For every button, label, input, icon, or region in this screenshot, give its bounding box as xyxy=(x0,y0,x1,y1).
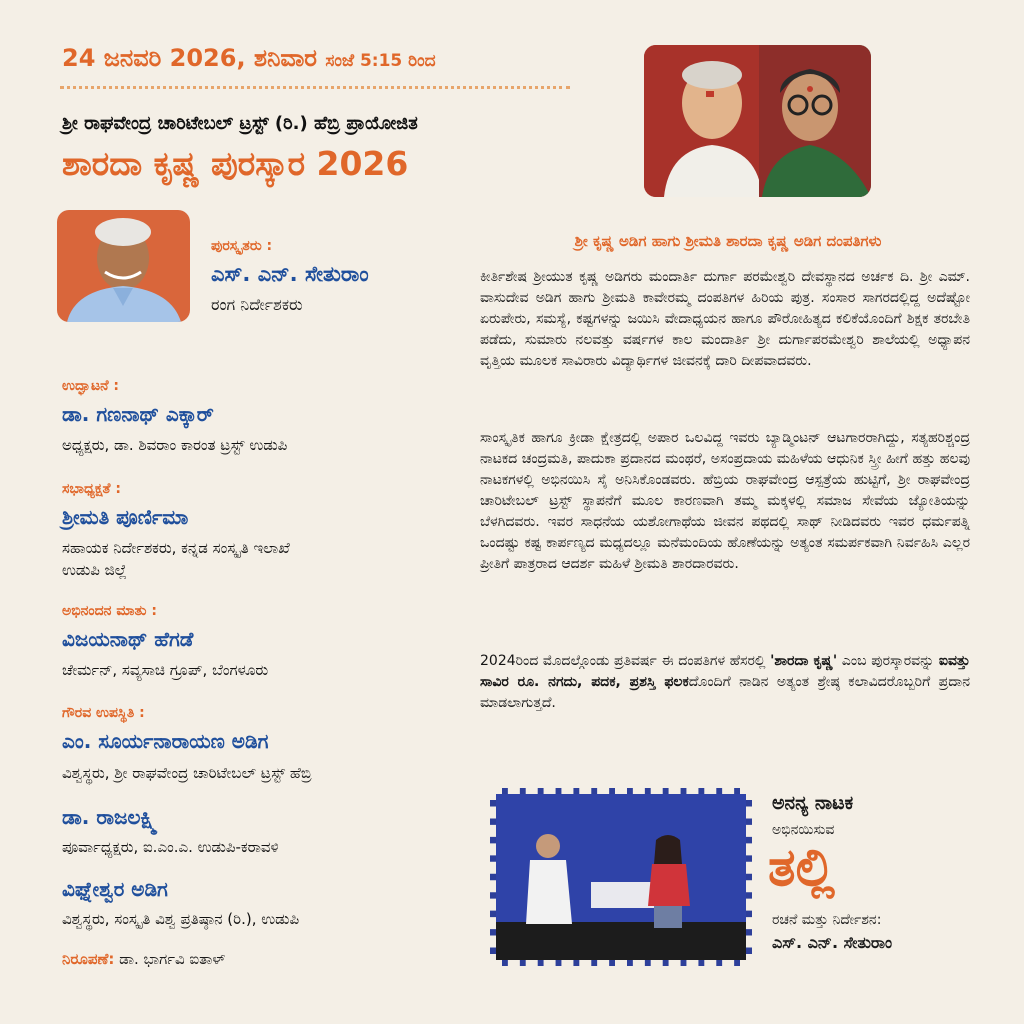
inauguration-name: ಡಾ. ಗಣನಾಥ್ ಎಕ್ಕಾರ್ xyxy=(62,402,214,426)
inauguration-desc: ಅಧ್ಯಕ್ಷರು, ಡಾ. ಶಿವರಾಂ ಕಾರಂತ ಟ್ರಸ್ಟ್ ಉಡುಪಿ xyxy=(62,436,288,454)
event-date xyxy=(62,44,436,72)
event-time-text: ಸಂಜೆ 5:15 ರಿಂದ xyxy=(325,51,436,71)
award-title: ಶಾರದಾ ಕೃಷ್ಣ ಪುರಸ್ಕಾರ 2026 xyxy=(62,144,409,183)
narration xyxy=(62,950,225,968)
play-acting-label: ಅಭಿನಯಿಸುವ xyxy=(772,822,835,838)
presidency-desc-line2: ಉಡುಪಿ ಜಿಲ್ಲೆ xyxy=(62,561,127,579)
narration-label: ನಿರೂಪಣೆ: xyxy=(62,950,115,968)
awardee-role: ರಂಗ ನಿರ್ದೇಶಕರು xyxy=(211,295,303,314)
play-kicker: ಅನನ್ಯ ನಾಟಕ xyxy=(772,792,854,814)
couple-heading: ಶ್ರೀ ಕೃಷ್ಣ ಅಡಿಗ ಹಾಗು ಶ್ರೀಮತಿ ಶಾರದಾ ಕೃಷ್ಣ ಅಡಿಗ ದಂಪತಿಗಳು xyxy=(574,232,882,250)
guest-of-honour-name-3: ವಿಘ್ನೇಶ್ವರ ಅಡಿಗ xyxy=(62,877,168,901)
felicitation-label: ಅಭಿನಂದನ ಮಾತು : xyxy=(62,603,157,619)
para3-part-a: 2024ರಿಂದ ಮೊದಲ್ಗೊಂಡು ಪ್ರತಿವರ್ಷ ಈ ದಂಪತಿಗಳ ಹೆಸರಲ್ಲಿ xyxy=(480,653,771,669)
article-paragraph-1: ಕೀರ್ತಿಶೇಷ ಶ್ರೀಯುತ ಕೃಷ್ಣ ಅಡಿಗರು ಮಂದಾರ್ತಿ ದುರ್ಗಾ ಪರಮೇಶ್ವರಿ ದೇವಸ್ಥಾನದ ಅರ್ಚಕ ದಿ. ಶ್ರೀ ಎಮ್. ವಾಸುದೇವ ಅಡಿಗ ಹಾಗು ಶ್ರೀಮತಿ ಕಾವೇರಮ್ಮ ದಂಪತಿಗಳ ಹಿರಿಯ ಪುತ್ರ. ಸಂಸಾರ ಸಾಗರದಲ್ಲಿದ್ದ ಅದೆಷ್ಟೋ ಏರುಪೇರು, ಸಮಸ್ಯೆ, ಕಷ್ಟಗಳನ್ನು ಜಯಿಸಿ ವೇದಾಧ್ಯಯನ ಹಾಗೂ ಪೌರೋಹಿತ್ಯದ ಕಲಿಕೆಯೊಂದಿಗೆ ಶಿಕ್ಷಕ ತರಬೇತಿ ಪಡೆದು, ಸುಮಾರು ನಲವತ್ತು ವರ್ಷಗಳ ಕಾಲ ಮಂದಾರ್ತಿ ಶ್ರೀ ದುರ್ಗಾಪರಮೇಶ್ವರಿ ಶಾಲೆಯಲ್ಲಿ ಅಧ್ಯಾಪನ ವೃತ್ತಿಯ ಮೂಲಕ ಸಾವಿರಾರು ವಿದ್ಯಾರ್ಥಿಗಳ ಜೀವನಕ್ಕೆ ದಾರಿ ದೀಪವಾದವರು. xyxy=(480,269,970,369)
felicitation-name: ವಿಜಯನಾಥ್ ಹೆಗಡೆ xyxy=(62,627,194,651)
guest-of-honour-desc-2: ಪೂರ್ವಾಧ್ಯಕ್ಷರು, ಐ.ಎಂ.ಎ. ಉಡುಪಿ-ಕರಾವಳಿ xyxy=(62,838,279,856)
play-credit-label: ರಚನೆ ಮತ್ತು ನಿರ್ದೇಶನ: xyxy=(772,912,882,928)
founders-portrait-icon xyxy=(644,45,871,197)
guest-of-honour-desc-1: ವಿಶ್ವಸ್ಥರು, ಶ್ರೀ ರಾಘವೇಂದ್ರ ಚಾರಿಟೇಬಲ್ ಟ್ರಸ್ಟ್ ಹೆಬ್ರಿ xyxy=(62,764,312,782)
founders-photo xyxy=(644,45,871,197)
inauguration-label: ಉದ್ಘಾಟನೆ : xyxy=(62,378,119,394)
sponsor-line: ಶ್ರೀ ರಾಘವೇಂದ್ರ ಚಾರಿಟೇಬಲ್ ಟ್ರಸ್ಟ್ (ರಿ.) ಹೆಬ್ರಿ ಪ್ರಾಯೋಜಿತ xyxy=(62,113,418,134)
article-paragraph-2: ಸಾಂಸ್ಕೃತಿಕ ಹಾಗೂ ಕ್ರೀಡಾ ಕ್ಷೇತ್ರದಲ್ಲಿ ಅಪಾರ ಒಲವಿದ್ದ ಇವರು ಬ್ಯಾಡ್ಮಿಂಟನ್ ಆಟಗಾರರಾಗಿದ್ದು, ಸತ್ಯಹರಿಶ್ಚಂದ್ರ ನಾಟಕದ ಚಂದ್ರಮತಿ, ಪಾದುಕಾ ಪ್ರದಾನದ ಮಂಥರೆ, ಅಸಂಪ್ರದಾಯ ಮಹಿಳೆಯ ಆಧುನಿಕ ಸ್ತ್ರೀ ಹೀಗೆ ಹತ್ತು ಹಲವು ನಾಟಕಗಳಲ್ಲಿ ಅಭಿನಯಿಸಿ ಸೈ ಅನಿಸಿಕೊಂಡವರು. ಹೆಬ್ರಿಯ ರಾಘವೇಂದ್ರ ಆಸ್ಪತ್ರೆಯ ಹುಟ್ಟಿಗೆ, ಶ್ರೀ ರಾಘವೇಂದ್ರ ಚಾರಿಟೇಬಲ್ ಟ್ರಸ್ಟ್ ಸ್ಥಾಪನೆಗೆ ಮೂಲ ಕಾರಣವಾಗಿ ತಮ್ಮ ಮಕ್ಕಳಲ್ಲಿ ಸಮಾಜ ಸೇವೆಯ ಜ್ಯೋತಿಯನ್ನು ಬೆಳಗಿದವರು. ಇವರ ಸಾಧನೆಯ ಯಶೋಗಾಥೆಯ ಜೀವನ ಪಥದಲ್ಲಿ ಸಾಥ್ ನೀಡಿದವರು ಇವರ ಧರ್ಮಪತ್ನಿ ಒಂದಷ್ಟು ಕಷ್ಟ ಕಾರ್ಪಣ್ಯದ ಮಧ್ಯದಲ್ಲೂ ಮನೆಮಂದಿಯ ಹೊಣೆಯನ್ನು ಅತ್ಯಂತ ಸಮರ್ಪಕವಾಗಿ ನಿರ್ವಹಿಸಿ ಎಲ್ಲರ ಪ್ರೀತಿಗೆ ಪಾತ್ರರಾದ ಆದರ್ಶ ಮಹಿಳೆ ಶ್ರೀಮತಿ ಶಾರದಾರವರು. xyxy=(480,430,970,572)
felicitation-desc: ಚೇರ್ಮನ್, ಸವ್ಯಸಾಚಿ ಗ್ರೂಪ್, ಬೆಂಗಳೂರು xyxy=(62,661,269,679)
awardee-label: ಪುರಸ್ಕೃತರು : xyxy=(211,238,273,254)
play-credit-name: ಎಸ್. ಎನ್. ಸೇತುರಾಂ xyxy=(772,933,893,952)
para3-part-e: ದೊಂದಿಗೆ ನಾಡಿನ ಅತ್ಯಂತ ಶ್ರೇಷ್ಠ ಕಲಾವಿದರೊಬ್ಬರಿಗೆ ಪ್ರದಾನ ಮಾಡಲಾಗುತ್ತದೆ. xyxy=(480,674,970,711)
dotted-divider xyxy=(60,86,570,89)
guest-of-honour-name-2: ಡಾ. ರಾಜಲಕ್ಷ್ಮಿ xyxy=(62,805,158,829)
stage-scene-icon xyxy=(496,794,746,960)
para3-prize: ಐವತ್ತು ಸಾವಿರ ರೂ. ನಗದು, ಪದಕ, ಪ್ರಶಸ್ತಿ ಫಲಕ xyxy=(480,653,970,690)
presidency-label: ಸಭಾಧ್ಯಕ್ಷತೆ : xyxy=(62,481,121,497)
presidency-name: ಶ್ರೀಮತಿ ಪೂರ್ಣಿಮಾ xyxy=(62,505,189,529)
awardee-name: ಎಸ್. ಎನ್. ಸೇತುರಾಂ xyxy=(211,262,369,286)
article-paragraph-3 xyxy=(480,651,970,714)
play-photo xyxy=(490,788,752,966)
para3-part-c: ಎಂಬ ಪುರಸ್ಕಾರವನ್ನು xyxy=(837,653,939,669)
presidency-desc-line1: ಸಹಾಯಕ ನಿರ್ದೇಶಕರು, ಕನ್ನಡ ಸಂಸ್ಕೃತಿ ಇಲಾಖೆ xyxy=(62,539,290,557)
guest-of-honour-desc-3: ವಿಶ್ವಸ್ಥರು, ಸಂಸ್ಕೃತಿ ವಿಶ್ವ ಪ್ರತಿಷ್ಠಾನ (ರಿ.), ಉಡುಪಿ xyxy=(62,910,300,928)
narration-name: ಡಾ. ಭಾರ್ಗವಿ ಐತಾಳ್ xyxy=(119,950,226,968)
play-title: ತಲ್ಲಿ xyxy=(768,838,835,898)
awardee-portrait-icon xyxy=(57,210,190,322)
guest-of-honour-label: ಗೌರವ ಉಪಸ್ಥಿತಿ : xyxy=(62,705,145,721)
guest-of-honour-name-1: ಎಂ. ಸೂರ್ಯನಾರಾಯಣ ಅಡಿಗ xyxy=(62,729,269,753)
event-date-text: 24 ಜನವರಿ 2026, ಶನಿವಾರ xyxy=(62,44,318,72)
awardee-photo xyxy=(57,210,190,322)
para3-award-name: 'ಶಾರದಾ ಕೃಷ್ಣ' xyxy=(770,653,838,669)
